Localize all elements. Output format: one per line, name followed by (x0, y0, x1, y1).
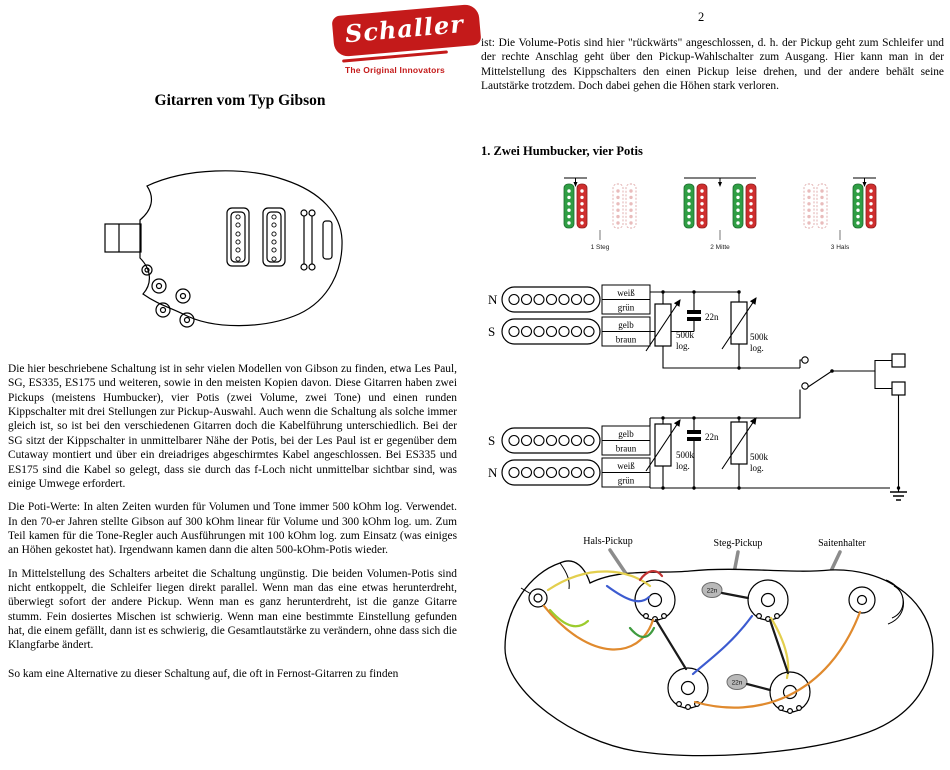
body-paragraph-1: Die hier beschriebene Schaltung ist in sehr vielen Modellen von Gibson zu finden, etwa Les Paul, SG, ES335, ES175 und weiteren, sowie in den meisten Kopien davon. Diese Gitarren haben zwei Pickups (meistens Humbucker), vier Potis (zwei Volume, zwei Tone) und einen runden Kippschalter mit drei Stellungen zur Pickup-Auswahl. Auch wenn die Schaltung als solche immer gleich ist, so ist bei den verschiedenen Gitarren doch die Kabelführung unterschiedlich. Bei der SG sitzt der Kippschalter in unmittelbarer Nähe der Potis, bei der Les Paul ist er gegenüber dem Cutaway montiert und über ein dreiadriges abgeschirmtes Kabel angeschlossen. Bei ES335 und ES175 sind die Kabel so gelegt, dass sie durch das f-Loch nicht unmittelbar sichtbar sind, was einige Umwege erfordert. (8, 363, 457, 490)
wiring-schematic (480, 268, 945, 520)
wire-color-label: grün (617, 475, 635, 486)
schematic-top-pickup (488, 285, 650, 346)
schematic-top-circuit (646, 290, 800, 369)
pickup-coil (502, 460, 600, 485)
pickup-coil (502, 287, 600, 312)
bridge-pickup (263, 208, 285, 266)
coil-pole-label: N (488, 465, 498, 480)
switch-position-2 (684, 178, 756, 251)
cap-value-label: 22n (705, 312, 719, 322)
body-paragraph-3: In Mittelstellung des Schalters arbeitet die Schaltung ungünstig. Die beiden Volumen-Potis sind nicht entkoppelt, die Schleifer liegen direkt parallel. Wenn man das eine etwas herunterdreht, überwiegt sofort der andere Pickup. Wenn man es ganz herunterdreht, ist die ganze Gitarre stumm. Fein dosiertes Mischen ist schwierig. Wenn man eine bestimmte Einstellung gefunden hat, die einem gefällt, dann ist es schwierig, die Gesamtlautstärke zu verändern, ohne dass sich die Klangfarbe ändert. (8, 567, 457, 652)
schaller-logo (333, 9, 465, 75)
wire-color-label: gelb (618, 320, 634, 330)
switch-position-1 (564, 178, 636, 251)
ground-symbol (890, 492, 907, 500)
output-jack-symbol (892, 354, 905, 492)
logo-tagline: The Original Innovators (344, 65, 445, 75)
wire-color-label: grün (617, 302, 635, 313)
bridge-humbucker-active (684, 184, 707, 228)
neck-humbucker-active (853, 184, 876, 228)
wire-color-label: weiß (617, 288, 635, 298)
bridge-and-tailpiece (301, 210, 332, 270)
neck-pickup-polepieces (236, 215, 240, 261)
switch-position-2-label: 2 Mitte (710, 244, 730, 251)
bridge-humbucker-active (564, 184, 587, 228)
pot-value-label: 500k (750, 332, 768, 342)
guitar-neck (105, 224, 141, 252)
wire-color-label: weiß (617, 461, 635, 471)
switch-position-1-label: 1 Steg (590, 244, 610, 251)
schematic-bottom-pickup (488, 426, 650, 487)
body-paragraph-2: Die Poti-Werte: In alten Zeiten wurden für Volumen und Tone immer 500 kOhm log. Verwendet. In den 70-er Jahren stellte Gibson auf 300 kOhm linear für Volume und 300 kOhm log. um. Zum Teil kamen für die Tone-Regler auch Ausführungen mit 100 kOhm log. zum Einsatz (was einiges an Höhen gekostet hat). Irgendwann kamen dann die alten 500-kOhm-Potis wieder. (8, 501, 457, 557)
logo-script-text: Schaller (331, 4, 481, 58)
switch-position-3-label: 3 Hals (830, 244, 850, 251)
tone-cap-symbol (687, 310, 701, 314)
pot-taper-label: log. (750, 343, 764, 353)
bridge-pickup-label: Steg-Pickup (713, 538, 763, 549)
cavity-tone-cap-1 (702, 583, 722, 598)
wire-color-label: braun (615, 443, 637, 454)
coil-pole-label: S (488, 433, 496, 448)
pot-value-label: 500k (676, 450, 694, 460)
cap-value-label: 22n (731, 679, 743, 687)
wire-color-label: gelb (618, 429, 634, 439)
pot-taper-label: log. (676, 461, 690, 471)
coil-pole-label: N (488, 292, 498, 307)
pot-value-label: 500k (750, 452, 768, 462)
left-column-text (8, 362, 457, 690)
body-paragraph-4: So kam eine Alternative zu dieser Schaltung auf, die oft in Fernost-Gitarren zu finden (8, 667, 399, 680)
intro-paragraph: ist: Die Volume-Potis sind hier "rückwärts" angeschlossen, d. h. der Pickup geht zum Schleifer und der rechte Anschlag geht über den Pickup-Wahlschalter zum Ausgang. Hier kann man in der Mittelstellung des Kippschalters den einen Pickup leise drehen, und der andere behält seine Lautstärke trotzdem. Doch dabei gehen die Höhen stark verloren. (481, 37, 944, 93)
pickup-coil (502, 428, 600, 453)
switch-position-3 (804, 178, 876, 251)
coil-pole-label: S (488, 324, 496, 339)
selector-switch-symbol (800, 357, 892, 389)
page-title: Gitarren vom Typ Gibson (154, 92, 326, 109)
neck-humbucker-active (733, 184, 756, 228)
neck-pickup (227, 208, 249, 266)
cavity-tone-cap-2 (727, 675, 747, 690)
switch-positions-diagram (540, 172, 900, 262)
neck-pickup-label: Hals-Pickup (583, 536, 633, 547)
neck-humbucker-inactive (613, 184, 636, 228)
sg-guitar-drawing (95, 118, 360, 363)
section-heading: 1. Zwei Humbucker, vier Potis (481, 144, 643, 158)
pot-value-label: 500k (676, 330, 694, 340)
pickup-coil (502, 319, 600, 344)
tailpiece-label: Saitenhalter (818, 538, 866, 549)
pot-taper-label: log. (750, 463, 764, 473)
page-number: 2 (698, 10, 705, 24)
wire-color-label: braun (615, 334, 637, 345)
cap-value-label: 22n (706, 587, 718, 595)
bridge-pickup-polepieces (272, 215, 276, 261)
tone-cap-symbol (687, 430, 701, 434)
bridge-humbucker-inactive (804, 184, 827, 228)
schematic-bottom-circuit (646, 390, 900, 490)
pot-taper-label: log. (676, 341, 690, 351)
cavity-wiring-drawing (490, 528, 945, 768)
cap-value-label: 22n (705, 432, 719, 442)
